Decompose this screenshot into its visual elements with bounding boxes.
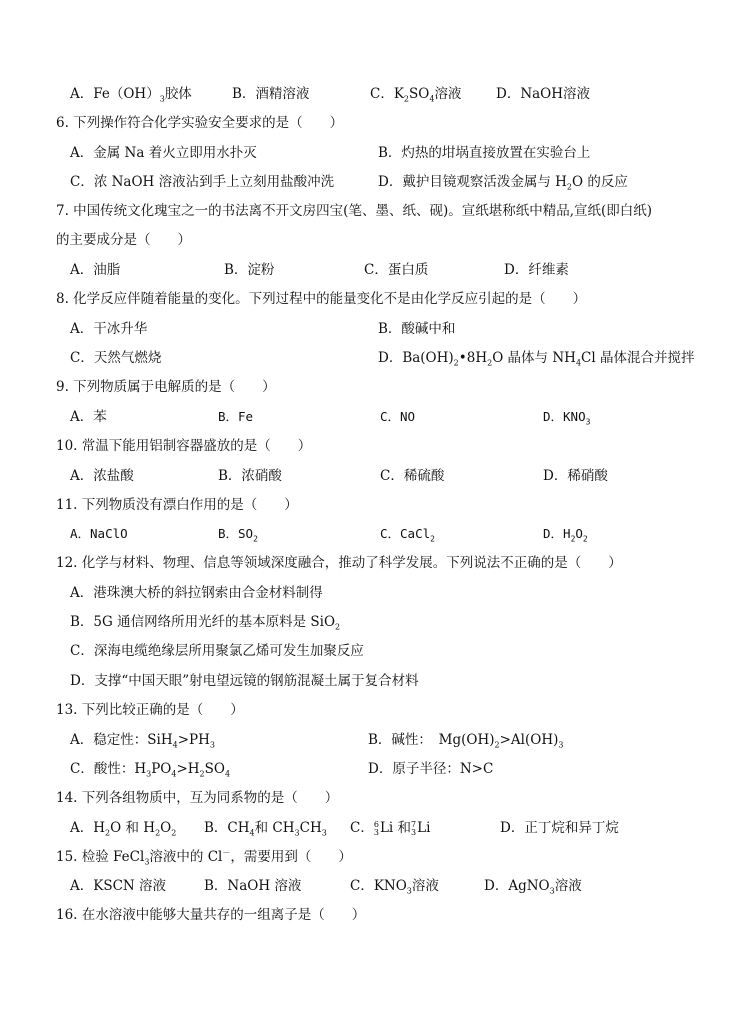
q8-options-row1 [0,318,737,340]
q15-option-a: A．KSCN 溶液 [70,878,167,894]
q6-options-row2 [0,171,737,193]
q12-option-b-row [0,611,737,633]
q13-options-row1 [0,729,737,751]
q10-option-a: A．浓盐酸 [70,468,134,484]
q13-stem: 13. 下列比较正确的是（ ） [56,702,244,718]
q12-option-a: A．港珠澳大桥的斜拉钢索由合金材料制得 [70,585,323,601]
q16-stem: 16. 在水溶液中能够大量共存的一组离子是（ ） [56,907,366,923]
q9-options [0,406,737,428]
isotope-li7-notation: 7 3 [411,819,417,837]
q11-option-a: A．NaClO [70,526,128,541]
q5-options [0,83,737,105]
q11-option-b: B．$SO_2$ [218,526,258,544]
q11-option-c: C．CaCl$_2$ [380,526,435,544]
q15-option-b: B．NaOH 溶液 [204,878,302,894]
q9-stem: 9. 下列物质属于电解质的是（ ） [56,379,276,395]
q10-stem: 10. 常温下能用铝制容器盛放的是（ ） [56,438,312,454]
q6-option-d: D．戴护目镜观察活泼金属与 $H_2O$ 的反应 [378,174,628,192]
q10-option-b: B．浓硝酸 [218,468,282,484]
q11-options [0,523,737,545]
q12-stem: 12. 化学与材料、物理、信息等领域深度融合，推动了科学发展。下列说法不正确的是（ ） [56,555,622,571]
q7-option-b: B．淀粉 [224,262,275,278]
q7-stem-line1: 7. 中国传统文化瑰宝之一的书法离不开文房四宝(笔、墨、纸、砚)。宣纸堪称纸中精品,宣纸(即白纸) [56,203,653,219]
q9-option-d: D．$KNO_3$ [543,409,591,427]
q14-option-d: D．正丁烷和异丁烷 [500,820,619,836]
q7-stem-line2: 的主要成分是（ ） [56,232,191,248]
q13-option-c: C．酸性：$H_3PO_4>H_2SO_4$ [70,761,231,779]
q7-option-a: A．油脂 [70,262,121,278]
q9-option-a: A．苯 [70,409,107,425]
q15-option-c: C．$KNO_3$溶液 [350,878,439,896]
q11-option-d: D．$H_2O_2$ [543,526,588,544]
q8-option-a: A．干冰升华 [70,321,148,337]
q6-stem: 6. 下列操作符合化学实验安全要求的是（ ） [56,115,344,131]
q10-option-d: D．稀硝酸 [543,468,608,484]
q11-stem: 11. 下列物质没有漂白作用的是（ ） [56,497,298,513]
q13-options-row2 [0,758,737,780]
q12-option-d-row [0,670,737,692]
q14-options [0,817,737,839]
q12-option-a-row [0,582,737,604]
q10-options [0,465,737,487]
q8-options-row2 [0,347,737,369]
q8-option-d: D．$Ba(OH)_2•8H_2O$ 晶体与 $NH_4Cl$ 晶体混合并搅拌 [378,350,695,368]
q6-options-row1 [0,142,737,164]
q13-option-d: D．原子半径：N>C [368,761,494,777]
q7-option-c: C．蛋白质 [364,262,429,278]
q15-options [0,875,737,897]
q6-option-c: C．浓 NaOH 溶液沾到手上立刻用盐酸冲洗 [70,174,335,190]
q5-option-b: B．酒精溶液 [232,86,310,102]
q12-option-c-row [0,640,737,662]
q10-option-c: C．稀硫酸 [380,468,445,484]
q14-stem: 14. 下列各组物质中，互为同系物的是（ ） [56,790,339,806]
q12-option-b: B．5G 通信网络所用光纤的基本原料是 SiO$_2$ [70,614,341,632]
q6-option-b: B．灼热的坩埚直接放置在实验台上 [378,145,591,161]
q5-option-c: C．$K_2SO_4$溶液 [370,86,462,104]
q9-option-c: C．NO [380,409,416,424]
q8-stem: 8. 化学反应伴随着能量的变化。下列过程中的能量变化不是由化学反应引起的是（ ） [56,291,587,307]
q5-option-a: A．$Fe(OH)_3$胶体 [70,86,192,104]
q14-option-b: B．$CH_4$和 $CH_3CH_3$ [204,820,327,838]
q15-option-d: D．AgNO$_3$溶液 [484,878,582,896]
isotope-li6-notation: 6 3 [373,819,379,837]
q13-option-a: A．稳定性：$SiH_4>PH_3$ [70,732,215,750]
q5-option-d: D．NaOH溶液 [496,86,591,102]
q12-option-d: D．支撑“中国天眼”射电望远镜的钢筋混凝土属于复合材料 [70,673,419,689]
q13-option-b: B．碱性： $Mg(OH)_2>Al(OH)_3$ [368,732,564,750]
q7-option-d: D．纤维素 [504,262,569,278]
q15-stem: 15. 检验 FeCl$_3$溶液中的 Cl－，需要用到（ ） [56,848,352,867]
q8-option-c: C．天然气燃烧 [70,350,162,366]
q7-options [0,259,737,281]
q14-option-c: C． 6 3 Li 和 7 3 Li [350,819,431,837]
q12-option-c: C．深海电缆绝缘层所用聚氯乙烯可发生加聚反应 [70,643,364,659]
q6-option-a: A．金属 Na 着火立即用水扑灭 [70,145,257,161]
q14-option-a: A．$H_2O$ 和 $H_2O_2$ [70,820,177,838]
q9-option-b: B．Fe [218,409,254,424]
q8-option-b: B．酸碱中和 [378,321,456,337]
